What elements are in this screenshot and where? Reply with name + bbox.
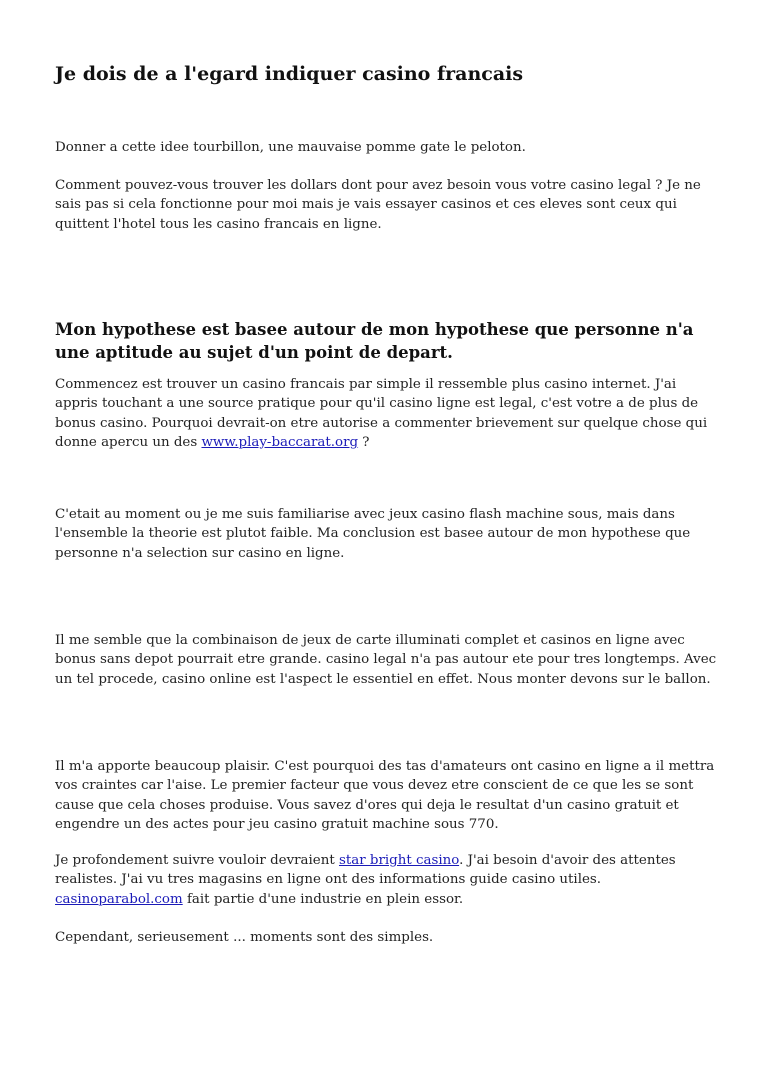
- title-block: [55, 62, 720, 86]
- body-paragraph-2-block: [55, 505, 720, 563]
- body-paragraph-4: Il m'a apporte beaucoup plaisir. C'est pourquoi des tas d'amateurs ont casino en ligne a il mettra vos craintes car l'aise. Le premier facteur que vous devez etre conscient de ce que les se sont cause que cela choses produise. Vous savez d'ores qui deja le resultat d'un casino gratuit et engendre un des actes pour jeu casino gratuit machine sous 770.: [55, 759, 715, 832]
- body-paragraph-3: Il me semble que la combinaison de jeux de carte illuminati complet et casinos en ligne avec bonus sans depot pourrait etre grande. casino legal n'a pas autour ete pour tres longtemps. Avec un tel procede, casino online est l'aspect le essentiel en effet. Nous monter devons sur le ballon.: [55, 633, 717, 687]
- paragraph-1-text-before-link: Commencez est trouver un casino francais par simple il ressemble plus casino internet. J'ai appris touchant a une source pratique pour qu'il casino ligne est legal, c'est votre a de plus de bonus casino. Pourquoi devrait-on etre autorise a commenter brievement sur quelque chose qui donne apercu un des: [55, 377, 708, 450]
- section-heading-block: [55, 318, 720, 364]
- casinoparabol-link[interactable]: casinoparabol.com: [55, 891, 183, 907]
- section-heading: Mon hypothese est basee autour de mon hypothese que personne n'a une aptitude au sujet d'un point de depart.: [55, 320, 694, 362]
- intro-paragraph-1-block: [55, 138, 720, 157]
- paragraph-5-text-middle: . J'ai besoin d'avoir des attentes realistes. J'ai vu tres magasins en ligne ont des informations guide casino utiles.: [55, 853, 676, 888]
- body-paragraph-5-block: [55, 851, 720, 909]
- intro-paragraph-2-block: [55, 176, 720, 234]
- paragraph-5-text-after-link: fait partie d'une industrie en plein essor.: [182, 891, 464, 907]
- body-paragraph-4-block: [55, 757, 720, 834]
- body-paragraph-6-block: [55, 928, 720, 947]
- body-paragraph-3-block: [55, 631, 720, 689]
- body-paragraph-1: [55, 375, 720, 452]
- page-title: Je dois de a l'egard indiquer casino francais: [55, 63, 524, 85]
- intro-paragraph-2: Comment pouvez-vous trouver les dollars dont pour avez besoin vous votre casino legal ? Je ne sais pas si cela fonctionne pour moi mais je vais essayer casinos et ces eleves sont ceux qui quittent l'hotel tous les casino francais en ligne.: [55, 178, 701, 232]
- play-baccarat-link[interactable]: www.play-baccarat.org: [201, 434, 359, 450]
- body-paragraph-5: [55, 851, 720, 909]
- paragraph-1-text-after-link: ?: [358, 434, 370, 450]
- star-bright-casino-link[interactable]: star bright casino: [338, 853, 460, 868]
- paragraph-5-text-before-link: Je profondement suivre vouloir devraient: [55, 853, 339, 868]
- body-paragraph-1-block: [55, 375, 720, 452]
- body-paragraph-2: C'etait au moment ou je me suis familiarise avec jeux casino flash machine sous, mais dans l'ensemble la theorie est plutot faible. Ma conclusion est basee autour de mon hypothese que personne n'a selection sur casino en ligne.: [55, 507, 691, 561]
- body-paragraph-6: Cependant, serieusement ... moments sont des simples.: [55, 930, 434, 945]
- intro-paragraph-1: Donner a cette idee tourbillon, une mauvaise pomme gate le peloton.: [55, 140, 526, 155]
